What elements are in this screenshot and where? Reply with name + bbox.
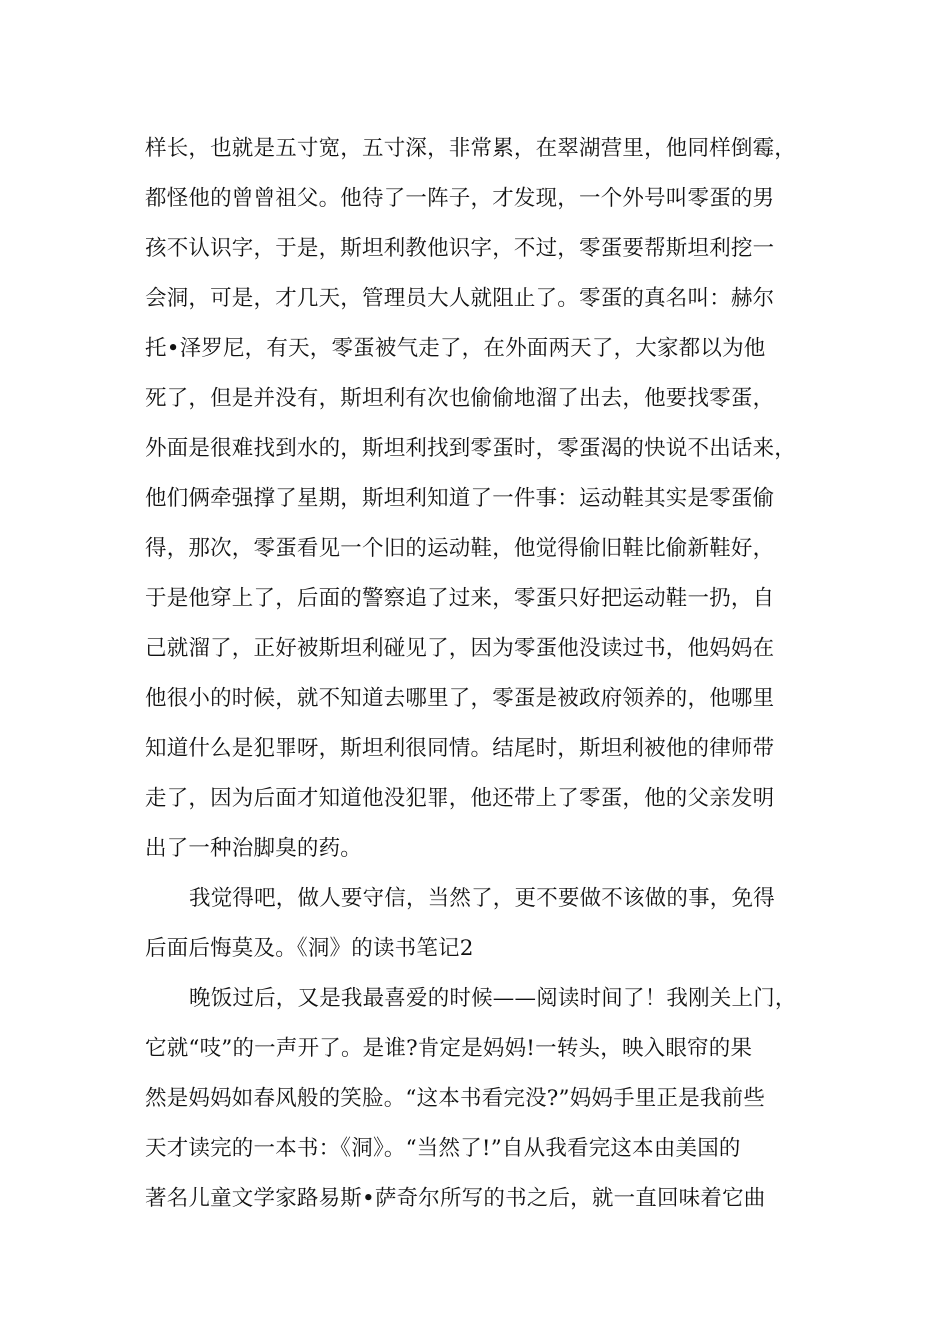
text-line: 孩不认识字，于是，斯坦利教他识字，不过，零蛋要帮斯坦利挖一 [145,236,775,261]
text-line: 于是他穿上了，后面的警察追了过来，零蛋只好把运动鞋一扔，自 [145,586,775,611]
text-line: 出了一种治脚臭的药。 [145,836,363,861]
text-line: 会洞，可是，才几天，管理员大人就阻止了。零蛋的真名叫：赫尔 [145,286,775,311]
text-line: 后面后悔莫及。《洞》的读书笔记2 [145,936,474,961]
text-line: 它就“吱”的一声开了。是谁?肯定是妈妈!一转头，映入眼帘的果 [145,1036,753,1061]
paragraph-start-line: 我觉得吧，做人要守信，当然了，更不要做不该做的事，免得 [189,886,775,911]
text-line: 走了，因为后面才知道他没犯罪，他还带上了零蛋，他的父亲发明 [145,786,775,811]
text-line: 外面是很难找到水的，斯坦利找到零蛋时，零蛋渴的快说不出话来， [145,436,797,461]
text-line: 己就溜了，正好被斯坦利碰见了，因为零蛋他没读过书，他妈妈在 [145,636,775,661]
text-line: 他很小的时候，就不知道去哪里了，零蛋是被政府领养的，他哪里 [145,686,775,711]
text-line: 死了，但是并没有，斯坦利有次也偷偷地溜了出去，他要找零蛋， [145,386,775,411]
text-line: 都怪他的曾曾祖父。他待了一阵子，才发现，一个外号叫零蛋的男 [145,186,775,211]
text-line: 托•泽罗尼，有天，零蛋被气走了，在外面两天了，大家都以为他 [145,336,766,361]
text-line: 天才读完的一本书：《洞》。“当然了!”自从我看完这本由美国的 [145,1136,741,1161]
text-line: 著名儿童文学家路易斯•萨奇尔所写的书之后，就一直回味着它曲 [145,1186,766,1211]
text-line: 样长，也就是五寸宽，五寸深，非常累，在翠湖营里，他同样倒霉， [145,136,797,161]
text-line: 然是妈妈如春风般的笑脸。“这本书看完没?”妈妈手里正是我前些 [145,1086,766,1111]
paragraph-start-line: 晚饭过后，又是我最喜爱的时候——阅读时间了！我刚关上门， [189,986,797,1011]
text-line: 他们俩牵强撑了星期，斯坦利知道了一件事：运动鞋其实是零蛋偷 [145,486,775,511]
text-line: 得，那次，零蛋看见一个旧的运动鞋，他觉得偷旧鞋比偷新鞋好， [145,536,775,561]
text-line: 知道什么是犯罪呀，斯坦利很同情。结尾时，斯坦利被他的律师带 [145,736,775,761]
body-text [145,124,827,1224]
